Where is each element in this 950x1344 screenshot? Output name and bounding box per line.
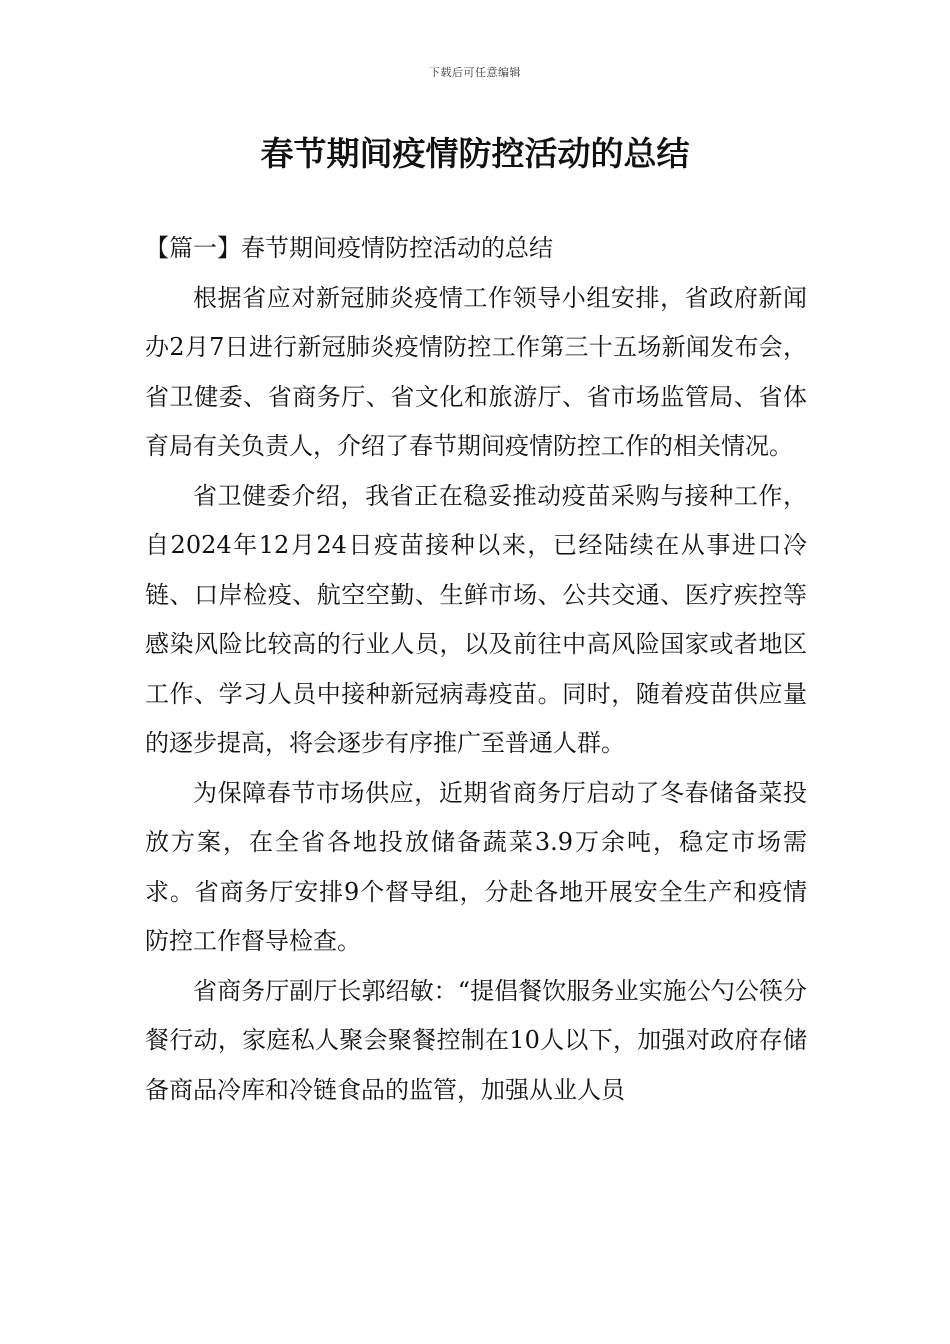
paragraph-1: 根据省应对新冠肺炎疫情工作领导小组安排，省政府新闻办2月7日进行新冠肺炎疫情防控工作第三十五场新闻发布会，省卫健委、省商务厅、省文化和旅游厅、省市场监管局、省体育局有关负责人，介绍了春节期间疫情防控工作的相关情况。 <box>145 283 807 460</box>
paragraph-3: 为保障春节市场供应，近期省商务厅启动了冬春储备菜投放方案，在全省各地投放储备蔬菜3.9万余吨，稳定市场需求。省商务厅安排9个督导组，分赴各地开展安全生产和疫情防控工作督导检查。 <box>145 778 807 955</box>
header-note: 下载后可任意编辑 <box>429 66 521 79</box>
section-heading: 【篇一】春节期间疫情防控活动的总结 <box>145 234 553 262</box>
paragraph-2: 省卫健委介绍，我省正在稳妥推动疫苗采购与接种工作，自2024年12月24日疫苗接种以来，已经陆续在从事进口冷链、口岸检疫、航空空勤、生鲜市场、公共交通、医疗疾控等感染风险比较高的行业人员，以及前往中高风险国家或者地区工作、学习人员中接种新冠病毒疫苗。同时，随着疫苗供应量的逐步提高，将会逐步有序推广至普通人群。 <box>145 481 807 757</box>
paragraph-4: 省商务厅副厅长郭绍敏：“提倡餐饮服务业实施公勺公筷分餐行动，家庭私人聚会聚餐控制在10人以下，加强对政府存储备商品冷库和冷链食品的监管，加强从业人员 <box>145 976 807 1104</box>
document-body <box>145 224 807 1115</box>
document-title: 春节期间疫情防控活动的总结 <box>260 134 690 173</box>
